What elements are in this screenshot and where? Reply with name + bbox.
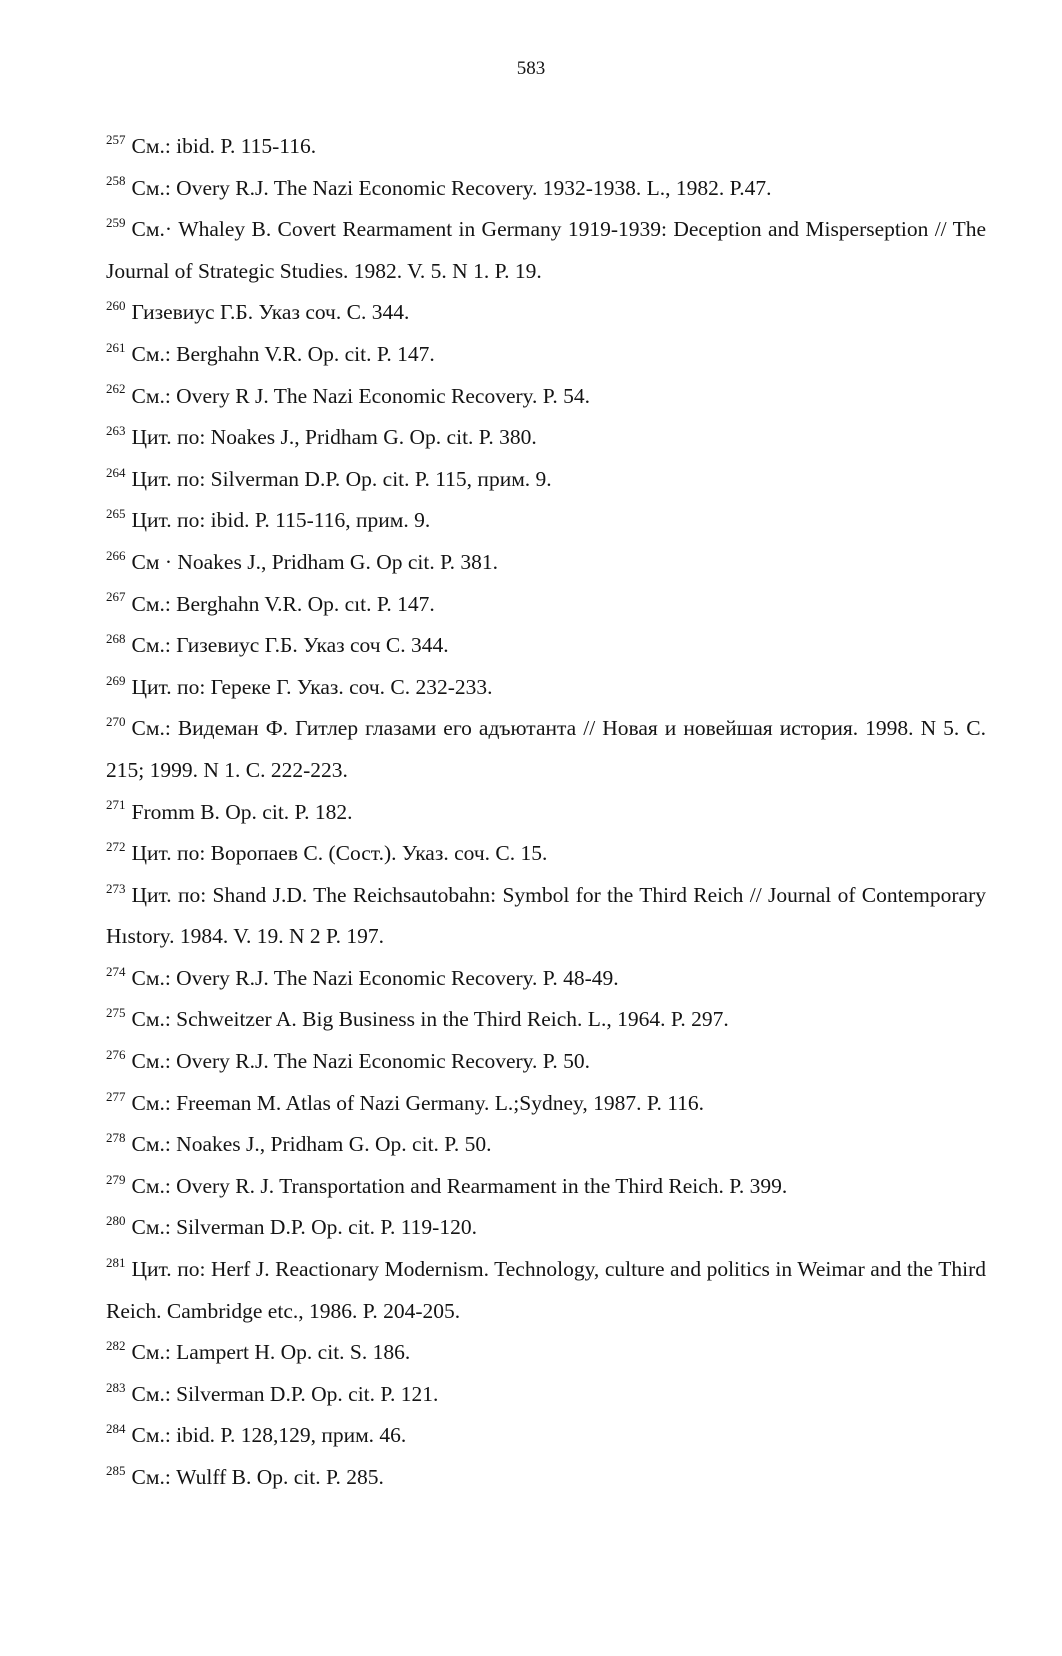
- footnote-282: [106, 1332, 986, 1374]
- footnote-text: См.: Overy R J. The Nazi Economic Recovery. P. 54.: [131, 383, 590, 408]
- footnote-260: [106, 292, 986, 334]
- footnote-268: [106, 625, 986, 667]
- footnote-number: 271: [106, 797, 126, 813]
- footnote-text: См.: Wulff B. Op. cit. P. 285.: [131, 1465, 384, 1489]
- footnote-text: См · Noakes J., Pridham G. Op cit. P. 381.: [131, 549, 499, 574]
- footnote-267: [106, 584, 986, 626]
- footnote-number: 280: [106, 1213, 126, 1229]
- footnote-279: [106, 1166, 986, 1208]
- footnote-text: Цит. по: Silverman D.P. Op. cit. P. 115, прим. 9.: [131, 466, 552, 491]
- footnote-262: [106, 376, 986, 418]
- footnote-number: 260: [106, 298, 126, 314]
- footnote-text: См.: ibid. P. 128,129, прим. 46.: [131, 1423, 407, 1448]
- footnote-266: [106, 542, 986, 584]
- footnote-275: [106, 999, 986, 1041]
- footnote-number: 279: [106, 1171, 126, 1187]
- footnote-text: Цит. по: ibid. P. 115-116, прим. 9.: [131, 508, 431, 533]
- footnote-264: [106, 459, 986, 501]
- footnote-number: 258: [106, 173, 126, 189]
- footnote-274: [106, 958, 986, 1000]
- footnote-number: 283: [106, 1379, 126, 1395]
- footnote-text: См.: Overy R.J. The Nazi Economic Recovery. P. 50.: [131, 1049, 590, 1074]
- footnote-number: 275: [106, 1005, 126, 1021]
- footnote-text: Цит. по: Воропаев С. (Сост.). Указ. соч. С. 15.: [131, 841, 548, 866]
- footnote-text: Цит. по: Гереке Г. Указ. соч. С. 232-233.: [131, 674, 493, 699]
- footnote-number: 261: [106, 339, 126, 355]
- footnote-text: См.: Schweitzer A. Big Business in the Third Reich. L., 1964. P. 297.: [131, 1007, 729, 1032]
- footnote-281: [106, 1249, 986, 1332]
- footnote-270: [106, 708, 986, 791]
- footnote-number: 266: [106, 547, 126, 563]
- footnotes-list: [106, 126, 986, 1499]
- footnote-number: 264: [106, 464, 126, 480]
- footnote-text: См.: Overy R. J. Transportation and Rearmament in the Third Reich. P. 399.: [131, 1173, 788, 1198]
- footnote-number: 263: [106, 423, 126, 438]
- footnote-number: 281: [106, 1254, 126, 1270]
- footnote-271: [106, 792, 986, 834]
- footnote-text: Гизевиус Г.Б. Указ соч. С. 344.: [131, 300, 410, 325]
- footnote-text: См.: ibid. P. 115-116.: [131, 134, 317, 158]
- footnote-text: См.: Lampert H. Op. cit. S. 186.: [131, 1340, 411, 1365]
- footnote-number: 282: [106, 1338, 126, 1354]
- footnote-number: 273: [106, 880, 126, 896]
- footnote-text: См.: Silverman D.P. Op. cit. P. 121.: [131, 1381, 439, 1406]
- footnote-number: 276: [106, 1046, 126, 1062]
- footnote-285: [106, 1457, 986, 1499]
- footnote-276: [106, 1041, 986, 1083]
- footnote-text: См.: Silverman D.P. Op. cit. P. 119-120.: [131, 1215, 477, 1240]
- footnote-278: [106, 1124, 986, 1166]
- footnote-text: Цит. по: Noakes J., Pridham G. Op. cit. P. 380.: [131, 425, 537, 450]
- page-number: 583: [516, 58, 546, 79]
- footnote-number: 269: [106, 672, 126, 688]
- footnote-number: 265: [106, 506, 126, 522]
- footnote-text: См.: Freeman M. Atlas of Nazi Germany. L.;Sydney, 1987. P. 116.: [131, 1090, 705, 1115]
- footnote-number: 284: [106, 1421, 126, 1437]
- footnote-284: [106, 1415, 986, 1457]
- footnote-text: См.: Noakes J., Pridham G. Op. cit. P. 50.: [131, 1132, 492, 1157]
- footnote-277: [106, 1083, 986, 1125]
- footnote-text: Fromm B. Op. cit. P. 182.: [131, 799, 353, 824]
- footnote-258: [106, 168, 986, 210]
- footnote-text: См.: Гизевиус Г.Б. Указ соч С. 344.: [131, 633, 449, 658]
- footnote-259: [106, 209, 986, 292]
- footnote-number: 268: [106, 630, 126, 646]
- footnote-263: [106, 417, 986, 459]
- footnote-text: См.: Overy R.J. The Nazi Economic Recovery. 1932-1938. L., 1982. P.47.: [131, 175, 772, 200]
- footnote-number: 262: [106, 381, 126, 397]
- footnote-text: См.: Berghahn V.R. Op. cit. P. 147.: [131, 341, 435, 366]
- footnote-number: 277: [106, 1088, 126, 1104]
- footnote-text: См.: Overy R.J. The Nazi Economic Recovery. P. 48-49.: [131, 965, 619, 990]
- footnote-number: 274: [106, 963, 126, 979]
- footnote-number: 257: [106, 131, 126, 147]
- footnote-number: 267: [106, 589, 126, 605]
- footnote-273: [106, 875, 986, 958]
- footnote-272: [106, 833, 986, 875]
- footnote-269: [106, 667, 986, 709]
- footnote-280: [106, 1207, 986, 1249]
- footnote-265: [106, 500, 986, 542]
- footnote-number: 270: [106, 714, 126, 730]
- footnote-text: См.· Whaley B. Covert Rearmament in Germany 1919-1939: Deception and Misperseption // The Journal of Strategic Studies. 1982. V. 5. N 1. P. 19.: [106, 217, 986, 283]
- footnote-number: 278: [106, 1130, 126, 1146]
- footnote-261: [106, 334, 986, 376]
- footnote-text: Цит. по: Shand J.D. The Reichsautobahn: Symbol for the Third Reich // Journal of Contemporary Hıstory. 1984. V. 19. N 2 P. 197.: [106, 882, 986, 949]
- footnote-text: Цит. по: Herf J. Reactionary Modernism. Technology, culture and politics in Weimar and the Third Reich. Cambridge etc., 1986. P. 204-205.: [106, 1257, 986, 1323]
- footnote-number: 259: [106, 215, 126, 231]
- footnote-text: См.: Berghahn V.R. Op. cıt. P. 147.: [131, 591, 435, 616]
- footnote-number: 285: [106, 1462, 126, 1478]
- footnote-text: См.: Видеман Ф. Гитлер глазами его адъютанта // Новая и новейшая история. 1998. N 5. С. 215; 1999. N 1. С. 222-223.: [106, 716, 986, 782]
- footnote-283: [106, 1374, 986, 1416]
- footnote-257: [106, 126, 986, 168]
- footnote-number: 272: [106, 838, 126, 854]
